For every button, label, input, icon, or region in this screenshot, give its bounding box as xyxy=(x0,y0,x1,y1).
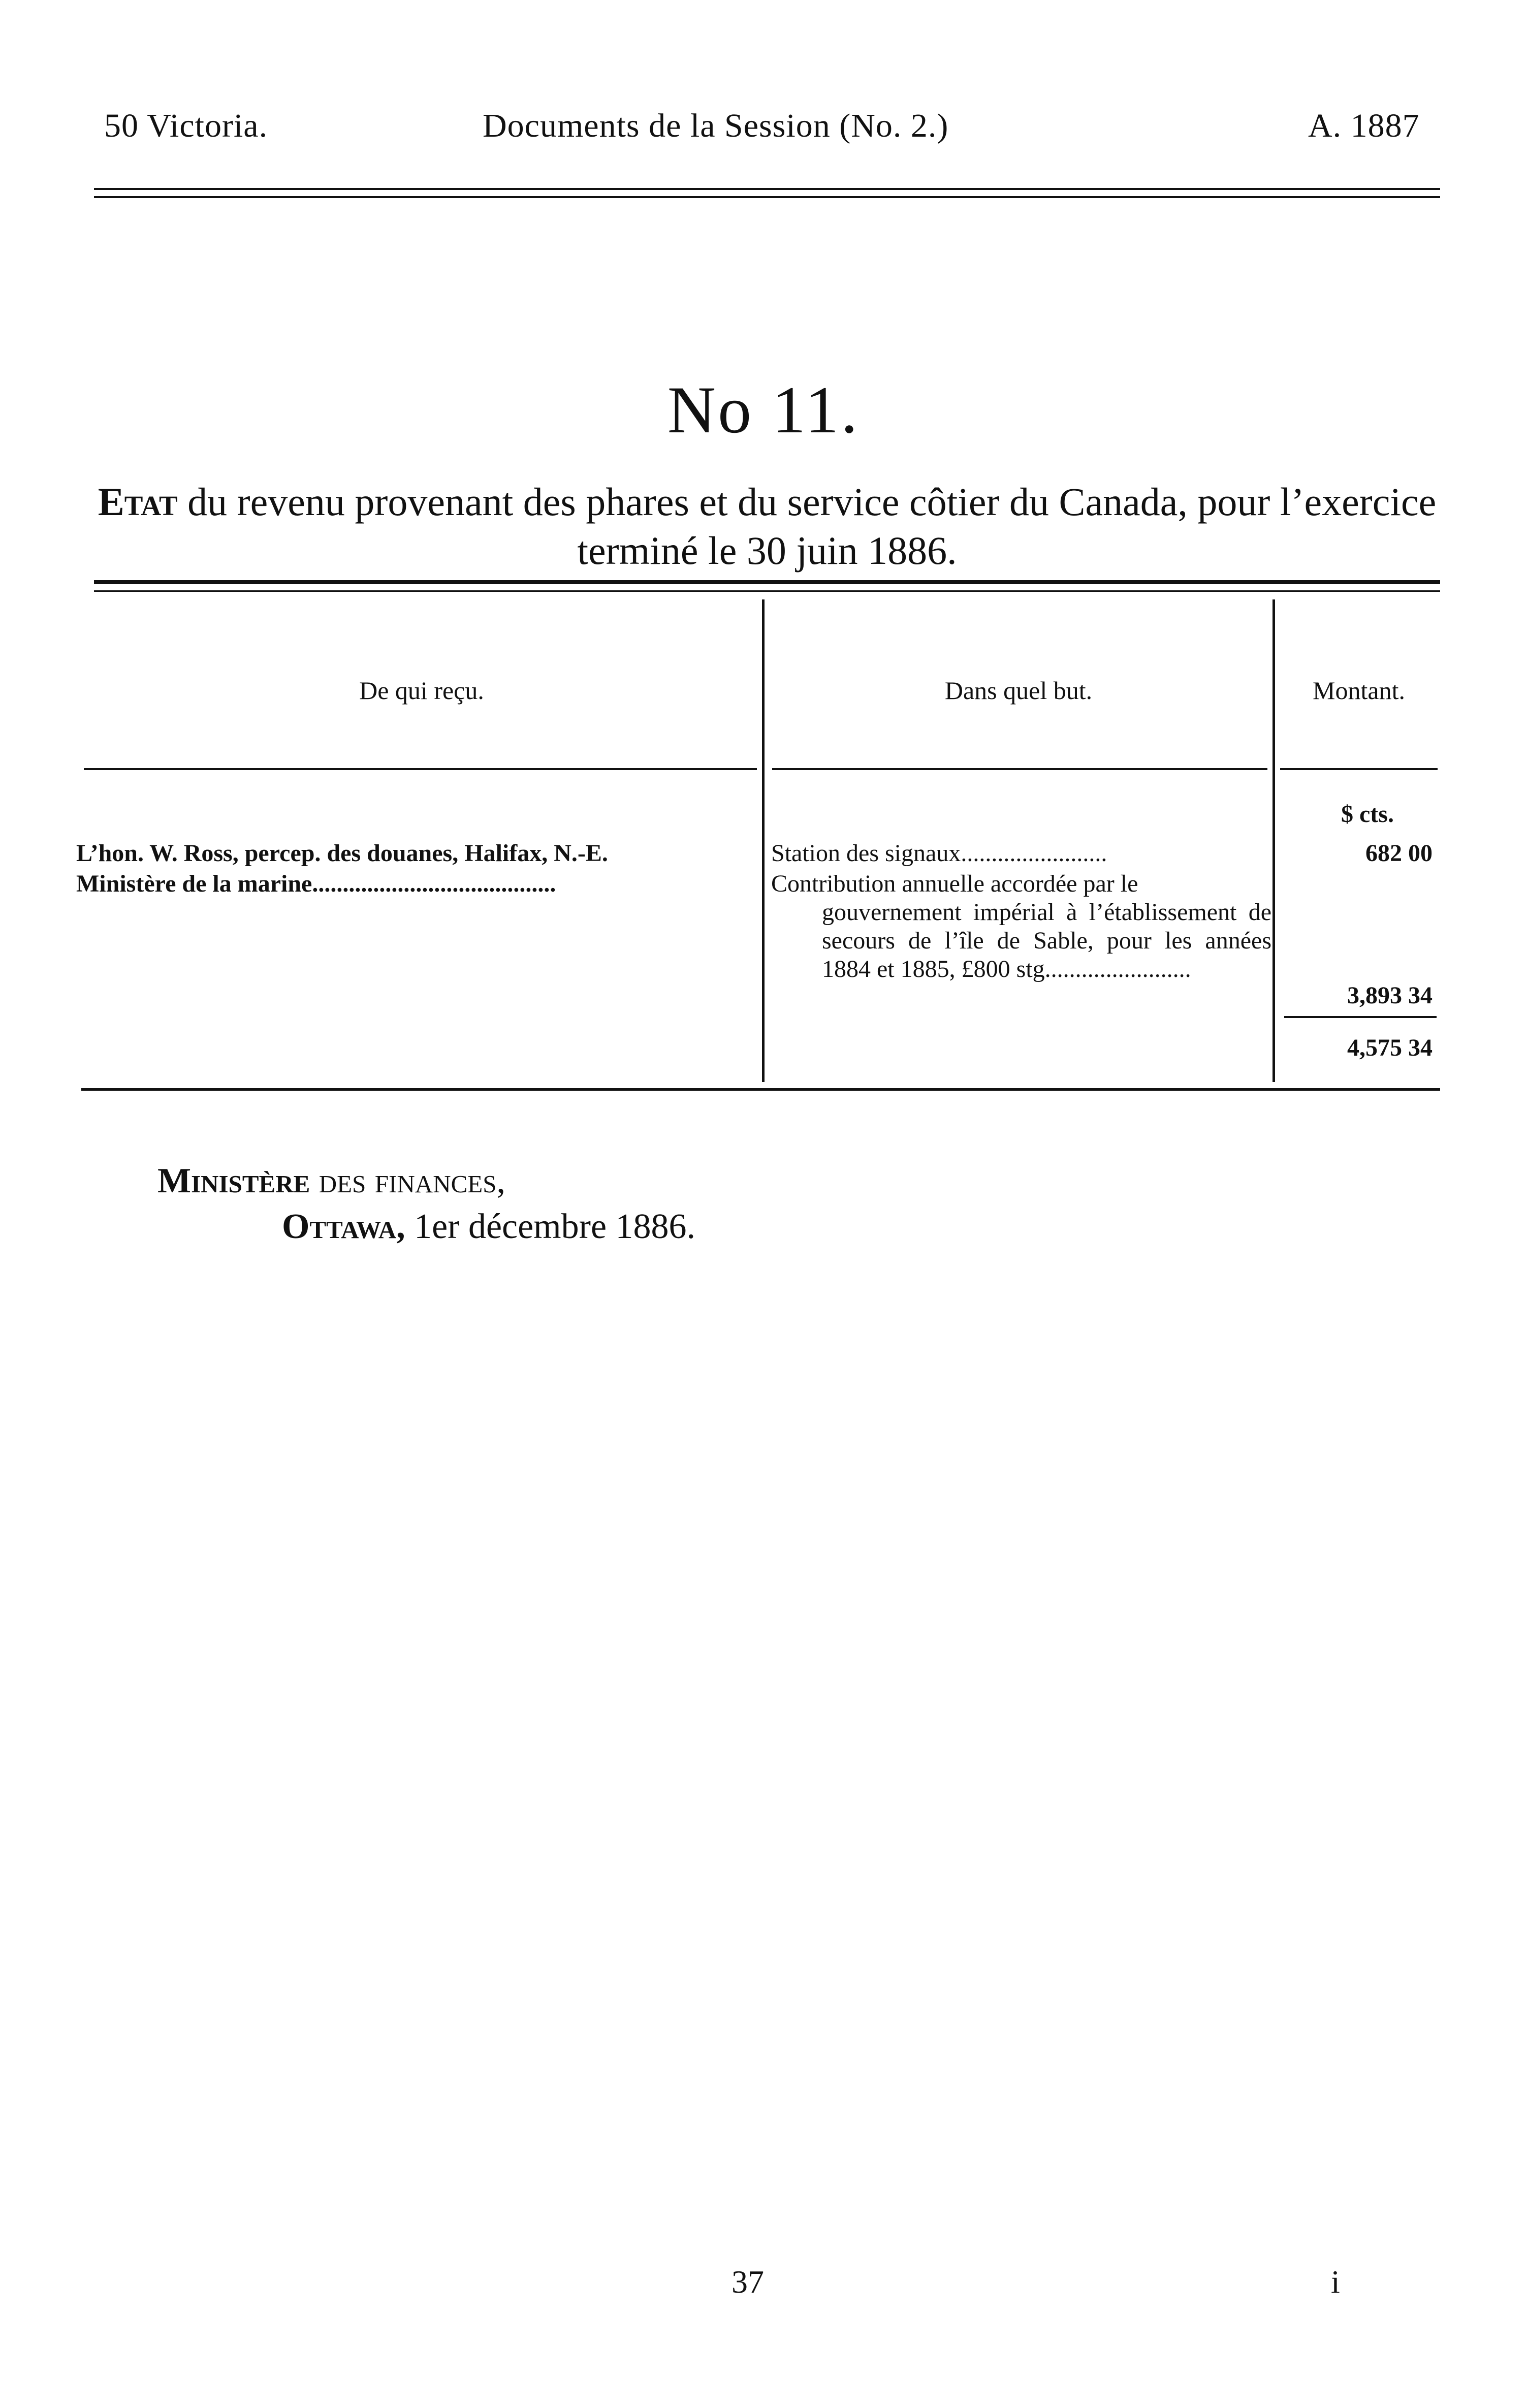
signature-department-rest: des finances, xyxy=(319,1161,505,1200)
header-year: A. 1887 xyxy=(1308,107,1420,144)
row-purpose-first-line: Contribution annuelle accordée par le xyxy=(771,870,1138,897)
page-number: 37 xyxy=(731,2264,764,2300)
row-amount: 3,893 34 xyxy=(1347,982,1433,1009)
document-heading xyxy=(94,478,1440,575)
header-underline xyxy=(1280,768,1438,770)
signature-department xyxy=(157,1161,505,1201)
signature-mark: i xyxy=(1331,2264,1340,2300)
signature-place-date xyxy=(282,1207,695,1247)
table-top-rule xyxy=(94,580,1440,584)
document-number: No 11. xyxy=(667,372,860,447)
signature-place: Ottawa, xyxy=(282,1207,405,1246)
table-top-rule-thin xyxy=(94,590,1440,592)
total-amount: 4,575 34 xyxy=(1347,1034,1433,1061)
header-rule xyxy=(94,188,1440,190)
header-volume: 50 Victoria. xyxy=(104,107,268,144)
heading-text: du revenu provenant des phares et du service côtier du Canada, pour l’exercice terminé le 30 juin 1886. xyxy=(187,480,1437,573)
amount-units: $ cts. xyxy=(1341,801,1394,828)
header-rule-second xyxy=(94,196,1440,198)
table-bottom-rule xyxy=(81,1088,1440,1091)
row-source: L’hon. W. Ross, percep. des douanes, Halifax, N.-E. xyxy=(76,840,608,867)
row-purpose xyxy=(771,870,1271,984)
row-source: Ministère de la marine........................................ xyxy=(76,870,556,897)
column-header-amount: Montant. xyxy=(1313,676,1405,705)
row-purpose: Station des signaux........................ xyxy=(771,840,1107,867)
column-divider xyxy=(762,599,765,1082)
column-divider xyxy=(1272,599,1275,1082)
header-underline xyxy=(84,768,757,770)
signature-date: 1er décembre 1886. xyxy=(414,1207,696,1246)
signature-department-lead: Ministère xyxy=(157,1161,310,1200)
column-header-from: De qui reçu. xyxy=(359,676,484,705)
heading-lead-word: Etat xyxy=(98,480,178,524)
sum-rule xyxy=(1284,1016,1437,1018)
header-underline xyxy=(772,768,1267,770)
row-purpose-continuation: gouvernement impérial à l’établissement de secours de l’île de Sable, pour les années 1884 et 1885, £800 stg........................ xyxy=(822,899,1271,983)
column-header-purpose: Dans quel but. xyxy=(944,676,1093,705)
header-series: Documents de la Session (No. 2.) xyxy=(483,107,949,144)
row-amount: 682 00 xyxy=(1365,840,1433,867)
